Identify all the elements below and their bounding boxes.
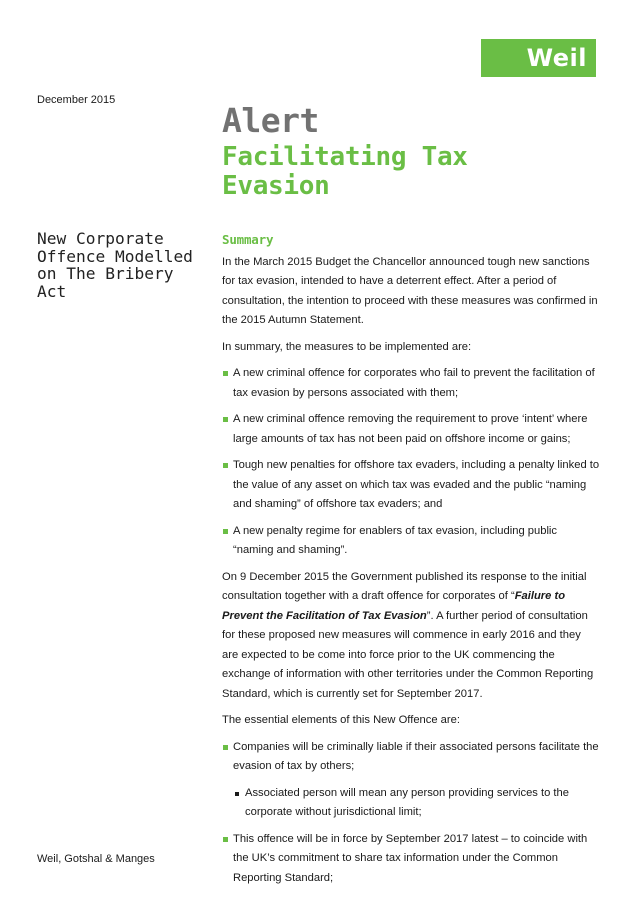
paragraph-text: On 9 December 2015 the Government published its response to the initial consultation together with a draft offence for corporates of “ [222,570,587,602]
list-item: A new criminal offence for corporates who fail to prevent the facilitation of tax evasion by persons associated with them; [222,364,600,403]
weil-logo: Weil [481,39,596,77]
paragraph-text: ”. A further period of consultation for these proposed new measures will commence in early 2016 and they are expected to be come into force prior to the UK commencing the exchange of information with other territories under the Common Reporting Standard, which is currently set for September 2017. [222,609,594,700]
measures-list [222,364,600,561]
list-item: A new criminal offence removing the requirement to prove ‘intent’ where large amounts of tax has not been paid on offshore income or gains; [222,410,600,449]
alert-label: Alert [222,101,319,140]
sidebar-title: New Corporate Offence Modelled on The Bribery Act [37,229,193,301]
list-item: A new penalty regime for enablers of tax evasion, including public “naming and shaming”. [222,522,600,561]
list-item: This offence will be in force by September 2017 latest – to coincide with the UK’s commitment to share tax information under the Common Reporting Standard; [222,830,600,889]
page-title: Facilitating Tax Evasion [222,142,468,201]
footer-firm-name: Weil, Gotshal & Manges [37,853,155,865]
summary-heading: Summary [222,232,274,247]
list-item: Tough new penalties for offshore tax evaders, including a penalty linked to the value of any asset on which tax was evaded and the public “naming and shaming” of offshore tax evaders; and [222,456,600,515]
elements-list [222,738,600,889]
publication-date: December 2015 [37,94,116,106]
sub-list-item: Associated person will mean any person providing services to the corporate without jurisdictional limit; [222,784,600,823]
paragraph: In the March 2015 Budget the Chancellor announced tough new sanctions for tax evasion, intended to have a deterrent effect. After a period of consultation, the intention to proceed with these measures was confirmed in the 2015 Autumn Statement. [222,255,598,326]
paragraph [222,568,600,705]
list-item: Companies will be criminally liable if their associated persons facilitate the evasion of tax by others; [222,738,600,777]
emphasis-text: Failure to Prevent the Facilitation of Tax Evasion [222,590,566,622]
paragraph: In summary, the measures to be implemented are: [222,340,472,353]
article-body [222,230,600,895]
paragraph: The essential elements of this New Offence are: [222,714,460,726]
